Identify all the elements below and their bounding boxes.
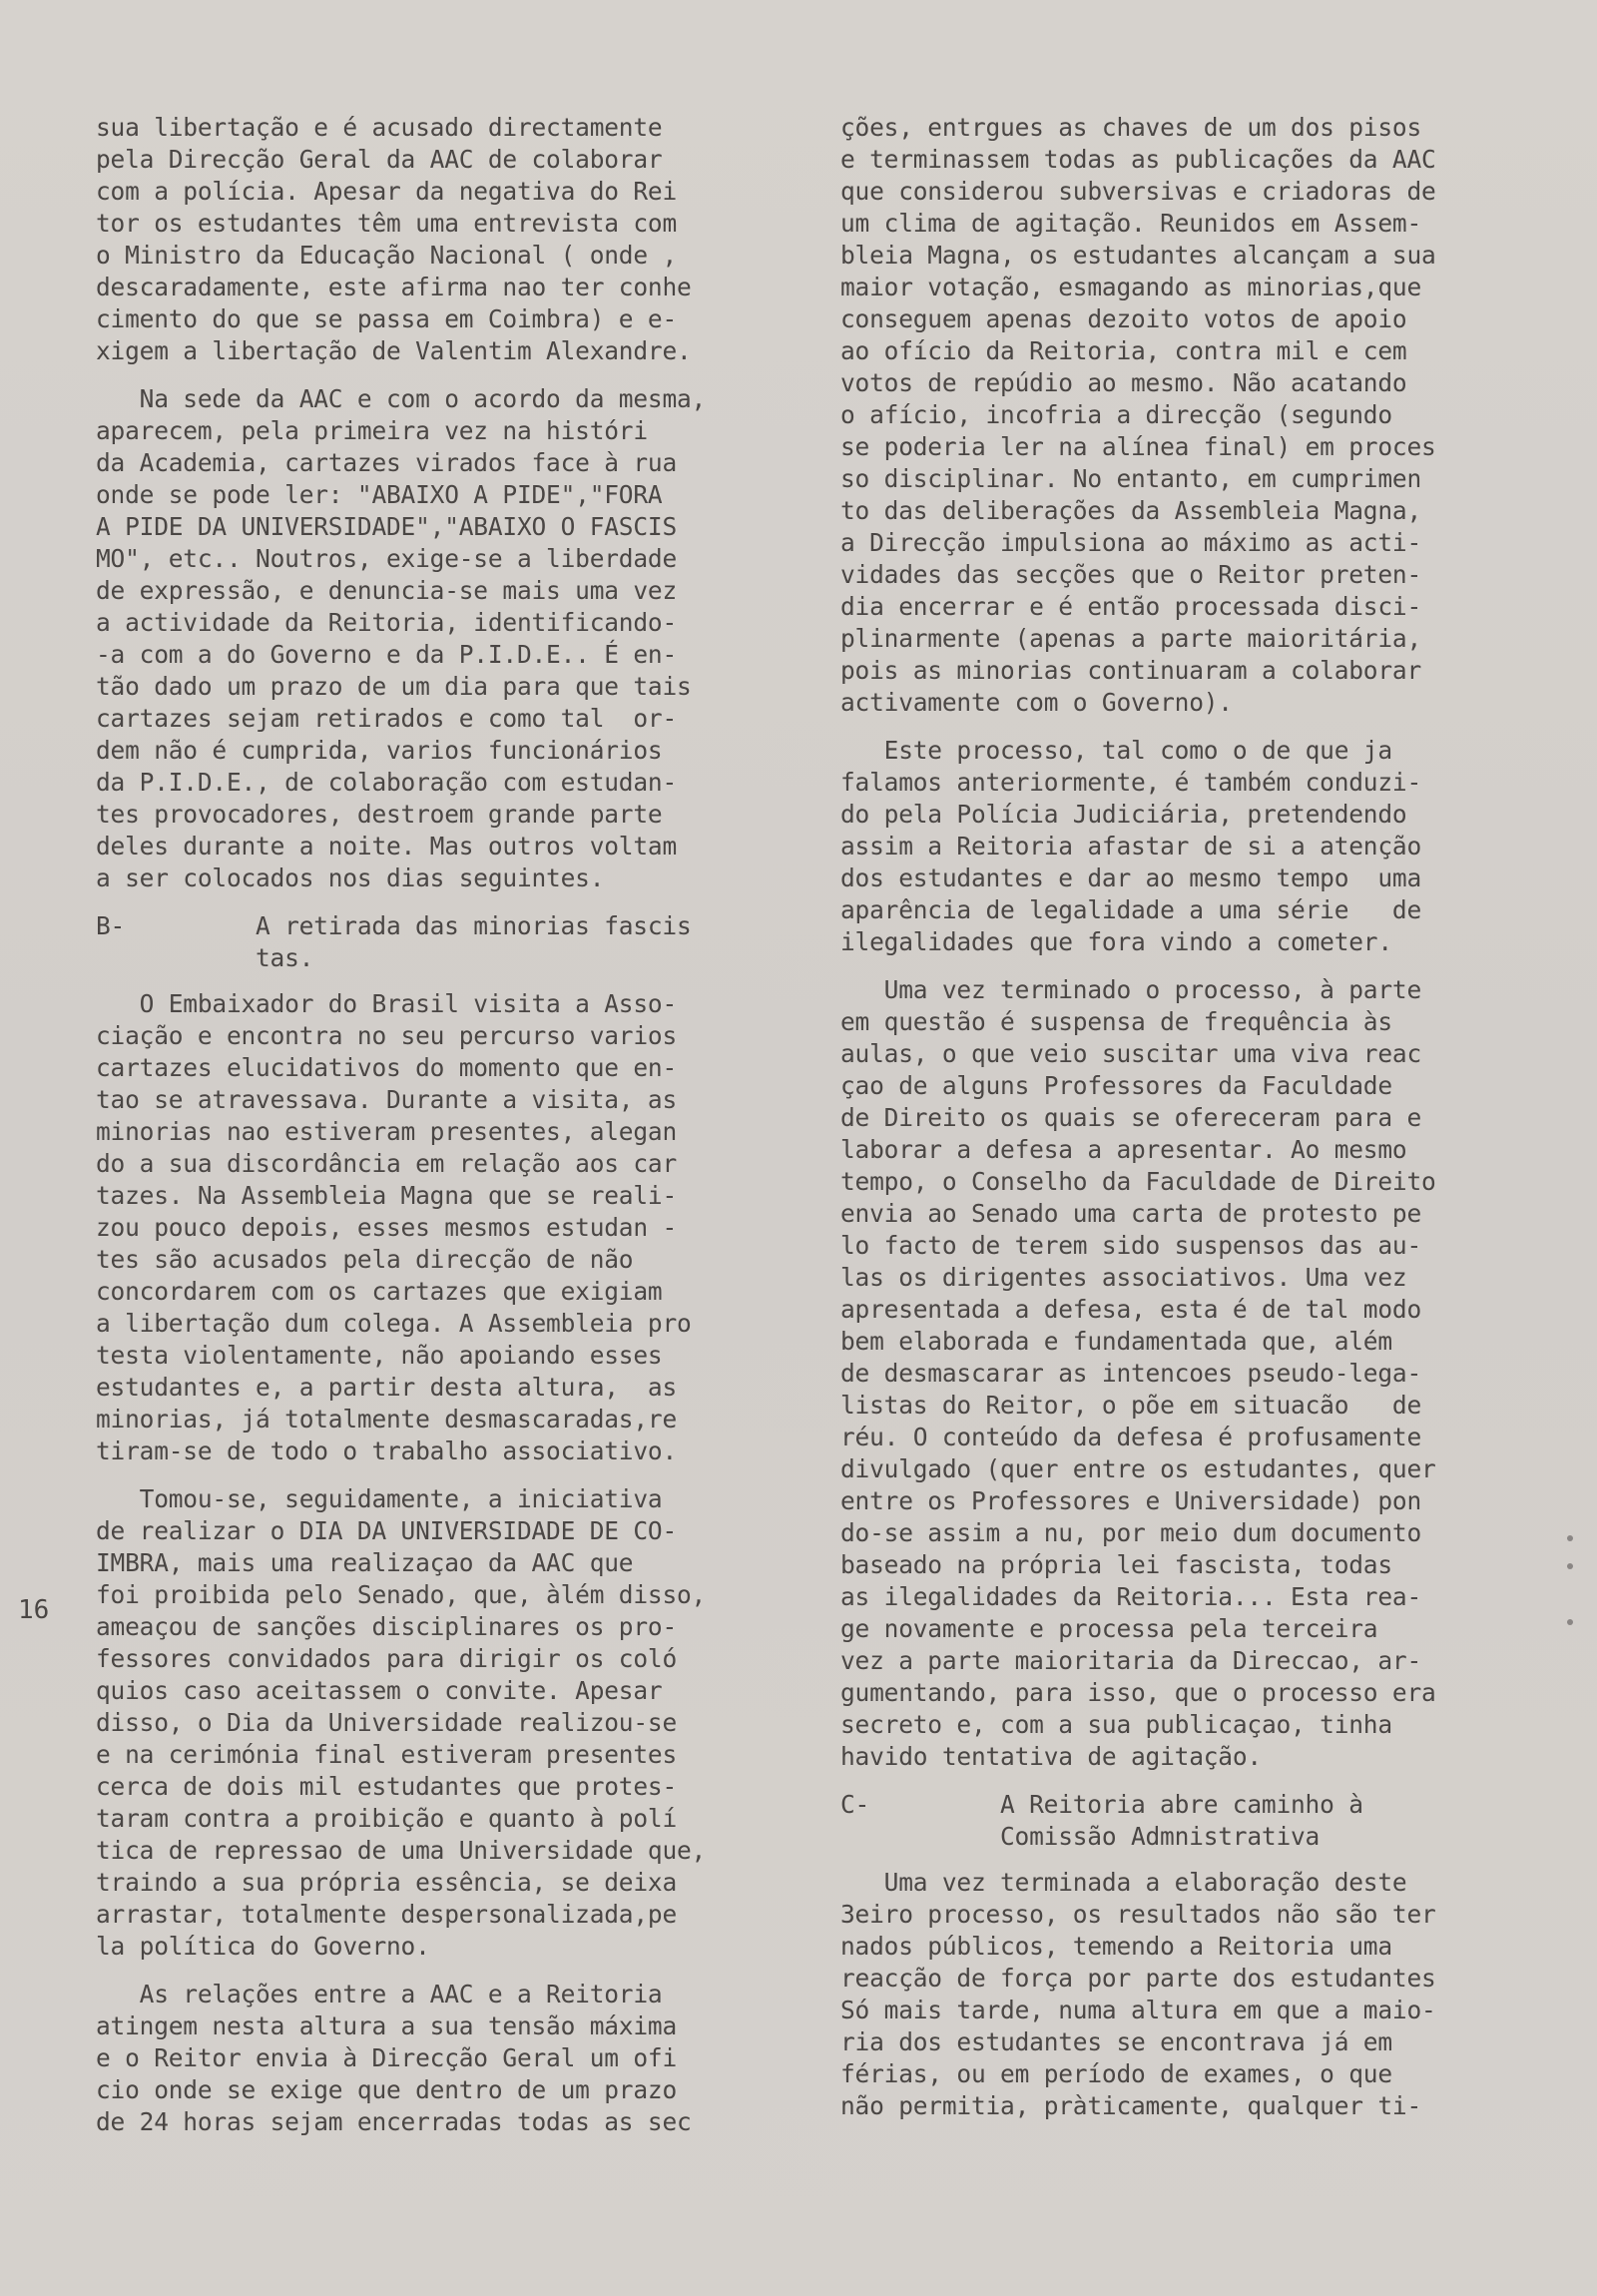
page-number: 16 <box>18 1595 50 1625</box>
left-column <box>96 112 755 2138</box>
paragraph: sua libertação e é acusado directamente pela Direcção Geral da AAC de colaborar com a polícia. Apesar da negativa do Rei tor os estudantes têm uma entrevista com o Ministro da Educação Nacional ( onde , descaradamente, este afirma nao ter conhe cimento do que se passa em Coimbra) e e- xigem a libertação de Valentim Alexandre. <box>96 113 692 365</box>
section-title: A retirada das minorias fascis tas. <box>256 911 692 972</box>
paragraph: O Embaixador do Brasil visita a Asso- ciação e encontra no seu percurso varios cartazes elucidativos do momento que en- tao se atravessava. Durante a visita, as minorias nao estiveram presentes, alegan do a sua discordância em relação aos car tazes. Na Assembleia Magna que se reali- zou pouco depois, esses mesmos estudan - tes são acusados pela direcção de não concordarem com os cartazes que exigiam a libertação dum colega. A Assembleia pro testa violentamente, não apoiando esses estudantes e, a partir desta altura, as minorias, já totalmente desmascaradas,re tiram-se de todo o trabalho associativo. <box>96 989 692 1465</box>
paragraph: Na sede da AAC e com o acordo da mesma, aparecem, pela primeira vez na históri da Academia, cartazes virados face à rua onde se pode ler: "ABAIXO A PIDE","FORA A PIDE DA UNIVERSIDADE","ABAIXO O FASCIS MO", etc.. Noutros, exige-se a liberdade de expressão, e denuncia-se mais uma vez a actividade da Reitoria, identificando- -a com a do Governo e da P.I.D.E.. É en- tão dado um prazo de um dia para que tais cartazes sejam retirados e como tal or- dem não é cumprida, varios funcionários da P.I.D.E., de colaboração com estudan- tes provocadores, destroem grande parte deles durante a noite. Mas outros voltam a ser colocados nos dias seguintes. <box>96 384 707 892</box>
section-letter: B- <box>96 911 126 940</box>
right-column <box>840 112 1499 2122</box>
section-heading-c <box>840 1789 1499 1853</box>
paragraph: ções, entrgues as chaves de um dos pisos e terminassem todas as publicações da AAC que considerou subversivas e criadoras de um clima de agitação. Reunidos em Assem- bleia Magna, os estudantes alcançam a sua maior votação, esmagando as minorias,que conseguem apenas dezoito votos de apoio ao ofício da Reitoria, contra mil e cem votos de repúdio ao mesmo. Não acatando o afício, incofria a direcção (segundo se poderia ler na alínea final) em proces so disciplinar. No entanto, em cumprimen to das deliberações da Assembleia Magna, a Direcção impulsiona ao máximo as acti- vidades das secções que o Reitor preten- dia encerrar e é então processada disci- plinarmente (apenas a parte maioritária, pois as minorias continuaram a colaborar activamente com o Governo). <box>840 113 1436 717</box>
paragraph: As relações entre a AAC e a Reitoria atingem nesta altura a sua tensão máxima e o Reitor envia à Direcção Geral um ofi cio onde se exige que dentro de um prazo de 24 horas sejam encerradas todas as sec <box>96 1980 692 2136</box>
scan-dot-mark <box>1567 1619 1573 1625</box>
section-title: A Reitoria abre caminho à Comissão Admnistrativa <box>1000 1790 1363 1851</box>
paragraph: Uma vez terminada a elaboração deste 3eiro processo, os resultados não são ter nados públicos, temendo a Reitoria uma reacção de força por parte dos estudantes Só mais tarde, numa altura em que a maio- ria dos estudantes se encontrava já em férias, ou em período de exames, o que não permitia, pràticamente, qualquer ti- <box>840 1868 1436 2120</box>
paragraph: Uma vez terminado o processo, à parte em questão é suspensa de frequência às aulas, o que veio suscitar uma viva reac çao de alguns Professores da Faculdade de Direito os quais se ofereceram para e laborar a defesa a apresentar. Ao mesmo tempo, o Conselho da Faculdade de Direito envia ao Senado uma carta de protesto pe lo facto de terem sido suspensos das au- las os dirigentes associativos. Uma vez apresentada a defesa, esta é de tal modo bem elaborada e fundamentada que, além de desmascarar as intencoes pseudo-lega- listas do Reitor, o põe em situacão de réu. O conteúdo da defesa é profusamente divulgado (quer entre os estudantes, quer entre os Professores e Universidade) pon do-se assim a nu, por meio dum documento baseado na própria lei fascista, todas as ilegalidades da Reitoria... Esta rea- ge novamente e processa pela terceira vez a parte maioritaria da Direccao, ar- gumentando, para isso, que o processo era secreto e, com a sua publicaçao, tinha havido tentativa de agitação. <box>840 975 1436 1771</box>
paragraph: Este processo, tal como o de que ja falamos anteriormente, é também conduzi- do pela Polícia Judiciária, pretendendo assim a Reitoria afastar de si a atenção dos estudantes e dar ao mesmo tempo uma aparência de legalidade a uma série de ilegalidades que fora vindo a cometer. <box>840 736 1422 956</box>
scan-dot-mark <box>1567 1535 1573 1541</box>
section-letter: C- <box>840 1790 870 1819</box>
paragraph: Tomou-se, seguidamente, a iniciativa de realizar o DIA DA UNIVERSIDADE DE CO- IMBRA, mais uma realizaçao da AAC que foi proibida pelo Senado, que, àlém disso, ameaçou de sanções disciplinares os pro- fessores convidados para dirigir os coló quios caso aceitassem o convite. Apesar disso, o Dia da Universidade realizou-se e na cerimónia final estiveram presentes cerca de dois mil estudantes que protes- taram contra a proibição e quanto à polí tica de repressao de uma Universidade que, traindo a sua própria essência, se deixa arrastar, totalmente despersonalizada,pe la política do Governo. <box>96 1484 707 1961</box>
section-heading-b <box>96 910 755 974</box>
scan-dot-mark <box>1567 1563 1573 1569</box>
